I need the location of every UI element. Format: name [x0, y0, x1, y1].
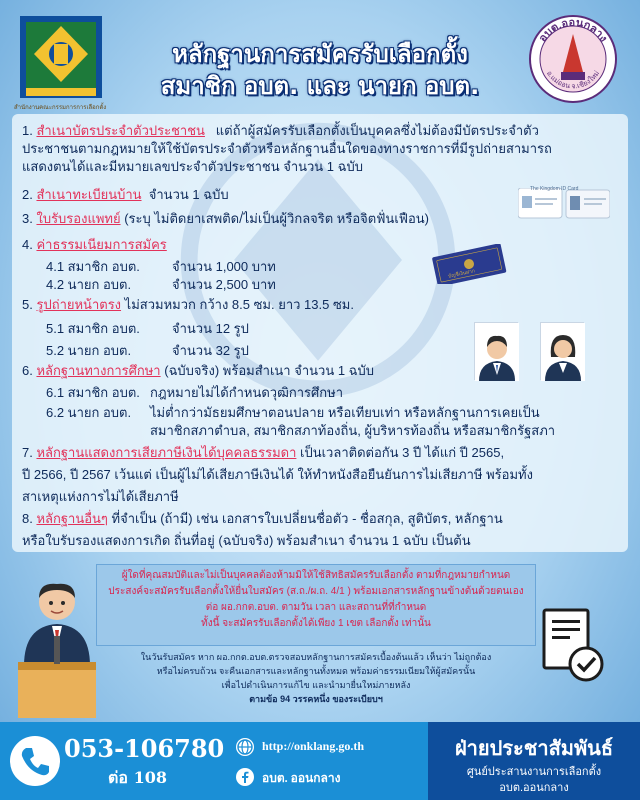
passbook-caption: บัญชีเงินฝาก — [447, 268, 476, 280]
sub-item-label: 4.2 นายก อบต. — [46, 277, 132, 292]
sub-item-label: 6.2 นายก อบต. — [46, 405, 132, 420]
facebook-link[interactable]: อบต. ออนกลาง — [262, 771, 341, 785]
pr-org: อบต.ออนกลาง — [499, 782, 569, 794]
sub-item-value: จำนวน 1,000 บาท — [172, 259, 276, 274]
list-item: 4. ค่าธรรมเนียมการสมัคร — [22, 237, 167, 252]
phone-icon-wrap — [10, 736, 60, 786]
notice-submission: ในวันรับสมัคร หาก ผอ.กกต.อบต.ตรวจสอบหลักฐานการสมัครเบื้องต้นแล้ว เห็นว่า ไม่ถูกต้อง หรือไม่ครบถ้วน จะคืนเอกสารและหลักฐานทั้งหมด พร้อมค่าธรรมเนียมให้ผู้สมัครนั้น เพื่อไปดำเนินการแก้ไข และนำมายื่นใหม่ภายหลัง ตามข้อ 94 วรรคหนึ่ง ของระเบียบฯ — [140, 652, 492, 704]
sub-item-value: จำนวน 32 รูป — [172, 343, 249, 358]
item-highlight: หลักฐานแสดงการเสียภาษีเงินได้บุคคลธรรมดา — [36, 445, 297, 460]
list-item: 6. หลักฐานทางการศึกษา (ฉบับจริง) พร้อมสำเนา จำนวน 1 ฉบับ — [22, 363, 375, 378]
photo-man — [474, 322, 518, 380]
sub-item-value: จำนวน 12 รูป — [172, 321, 249, 336]
sub-item-value: กฎหมายไม่ได้กำหนดวุฒิการศึกษา — [150, 385, 344, 400]
sub-item-value: ไม่ต่ำกว่ามัธยมศึกษาตอนปลาย หรือเทียบเท่า หรือหลักฐานการเคยเป็น — [150, 405, 540, 420]
list-item: 8. หลักฐานอื่นๆ ที่จำเป็น (ถ้ามี) เช่น เอกสารใบเปลี่ยนชื่อตัว - ชื่อสกุล, สูติบัตร, หลักฐาน หรือใบรับรองแสดงการเกิด ถิ่นที่อยู่ (ฉบับจริง) พร้อมสำเนา จำนวน 1 ฉบับ เป็นต้น — [22, 511, 503, 548]
list-item: 1. สำเนาบัตรประจำตัวประชาชน แต่ถ้าผู้สมัครรับเลือกตั้งเป็นบุคคลซึ่งไม่ต้องมีบัตรประจำตัว ประชาชนตามกฎหมายให้ใช้บัตรประจำตัวหรือหลักฐานอื่นใดของทางราชการที่มีรูปถ่ายสามารถ แสดงตนได้และมีหมายเลขประจำตัวประชาชน จำนวน 1 ฉบับ — [22, 123, 552, 174]
left-logo-caption: สำนักงานคณะกรรมการการเลือกตั้ง — [14, 104, 107, 111]
svg-text:อ.แม่ออน จ.เชียงใหม่ — [545, 70, 601, 90]
sub-item-label: 6.1 สมาชิก อบต. — [46, 385, 140, 400]
item-highlight: สำเนาบัตรประจำตัวประชาชน — [36, 123, 205, 138]
phone-icon — [10, 736, 60, 786]
sub-item-value-cont: สมาชิกสภาตำบล, สมาชิกสภาท้องถิ่น, ผู้บริหารท้องถิ่น หรือสมาชิกรัฐสภา — [150, 423, 556, 438]
svg-text:อบต.ออนกลาง — [537, 17, 609, 44]
item-highlight: รูปถ่ายหน้าตรง — [36, 297, 122, 312]
list-item: 5. รูปถ่ายหน้าตรง ไม่สวมหมวก กว้าง 8.5 ซม. ยาว 13.5 ซม. — [22, 297, 354, 312]
phone-extension: ต่อ 108 — [108, 768, 167, 787]
list-item: 2. สำเนาทะเบียนบ้าน จำนวน 1 ฉบับ — [22, 187, 229, 202]
sub-item-label: 4.1 สมาชิก อบต. — [46, 259, 140, 274]
footer — [0, 722, 640, 800]
item-highlight: สำเนาทะเบียนบ้าน — [36, 187, 142, 202]
photo-woman — [540, 322, 584, 380]
man-avatar-icon — [475, 323, 519, 381]
id-card-icon — [518, 188, 610, 220]
item-highlight: ใบรับรองแพทย์ — [36, 211, 121, 226]
phone-number[interactable]: 053-106780 — [64, 734, 225, 763]
page-title-line2: สมาชิก อบต. และ นายก อบต. — [160, 72, 480, 100]
right-logo-caption: อ.แม่ออน จ.เชียงใหม่ — [544, 70, 602, 91]
item-highlight: ค่าธรรมเนียมการสมัคร — [36, 237, 167, 252]
item-highlight: หลักฐานอื่นๆ — [36, 511, 108, 526]
bank-passbook-icon — [428, 244, 510, 284]
notice-box: ผู้ใดที่คุณสมบัติและไม่เป็นบุคคลต้องห้ามมิให้ใช้สิทธิสมัครรับเลือกตั้ง ตามที่กฎหมายกำหนด ประสงค์จะสมัครรับเลือกตั้งให้ยื่นใบสมัคร (ส.ถ./ผ.ถ. 4/1 ) พร้อมเอกสารหลักฐานข้างต้นด้วยตนเอง ต่อ ผอ.กกต.อบต. ตามวัน เวลา และสถานที่ที่กำหนด ทั้งนี้ จะสมัครรับเลือกตั้งได้เพียง 1 เขต เลือกตั้ง เท่านั้น — [96, 564, 536, 646]
globe-icon — [236, 738, 254, 756]
document-check-icon — [540, 606, 606, 684]
facebook-icon — [236, 768, 254, 786]
pr-title: ฝ่ายประชาสัมพันธ์ — [454, 738, 614, 760]
website-link[interactable]: http://onklang.go.th — [262, 739, 365, 753]
header — [0, 0, 640, 112]
right-logo-title: อบต.ออนกลาง — [536, 16, 610, 45]
pr-subtitle: ศูนย์ประสานงานการเลือกตั้ง — [466, 766, 602, 778]
right-logo-text — [528, 14, 618, 104]
page-title-line1: หลักฐานการสมัครรับเลือกตั้ง — [172, 40, 468, 68]
official-podium-icon — [14, 576, 100, 718]
list-item: 7. หลักฐานแสดงการเสียภาษีเงินได้บุคคลธรรมดา เป็นเวลาติดต่อกัน 3 ปี ได้แก่ ปี 2565, ปี 2566, ปี 2567 เว้นแต่ เป็นผู้ไม่ได้เสียภาษีเงินได้ ให้ทำหนังสือยืนยันการไม่เสียภาษี พร้อมทั้ง สาเหตุแห่งการไม่ได้เสียภาษี — [22, 445, 533, 504]
item-highlight: หลักฐานทางการศึกษา — [36, 363, 161, 378]
sub-item-value: จำนวน 2,500 บาท — [172, 277, 276, 292]
pr-department — [428, 722, 640, 800]
list-item: 3. ใบรับรองแพทย์ (ระบุ ไม่ติดยาเสพติด/ไม่เป็นผู้วิกลจริต หรือจิตฟั่นเฟือน) — [22, 211, 429, 226]
woman-avatar-icon — [541, 323, 585, 381]
id-card-caption: The Kingdom ID Card — [530, 186, 579, 192]
sub-item-label: 5.1 สมาชิก อบต. — [46, 321, 140, 336]
sub-item-label: 5.2 นายก อบต. — [46, 343, 132, 358]
